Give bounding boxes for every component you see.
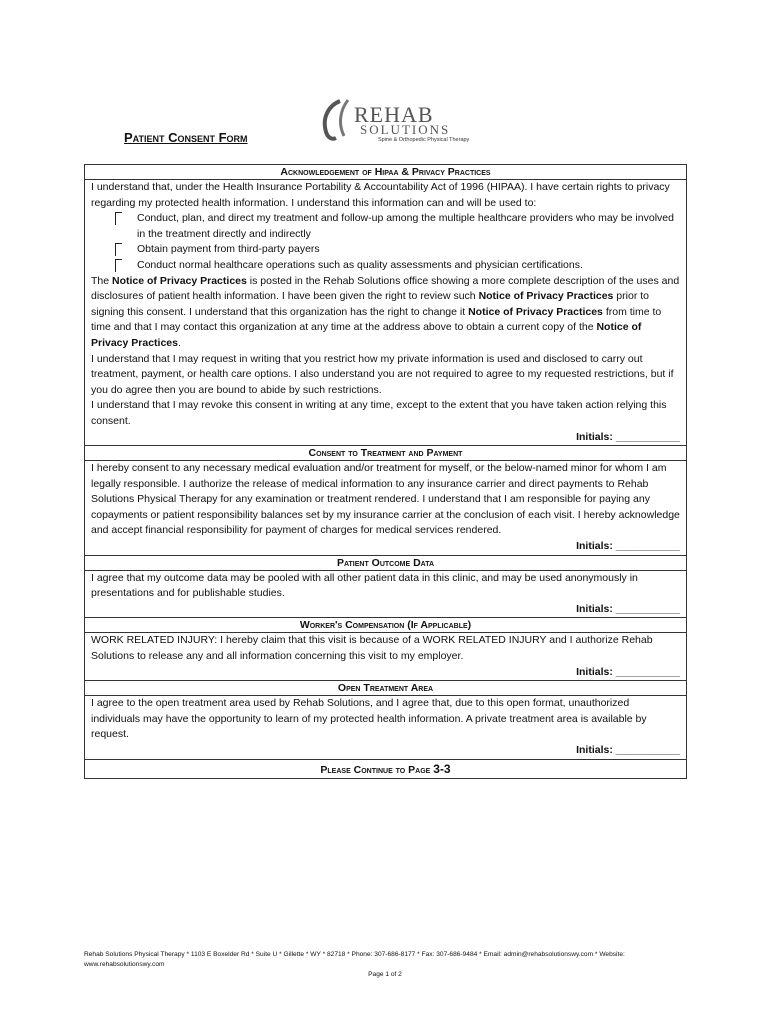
outcome-body: I agree that my outcome data may be pooled with all other patient data in this clinic, and may be used anonymously in presentations and for publishable studies.	[91, 571, 638, 600]
outcome-section	[85, 570, 686, 618]
logo-text: REHAB	[354, 102, 434, 127]
initials-field[interactable]: Initials: ___________	[576, 430, 680, 443]
initials-field[interactable]: Initials: ___________	[576, 665, 680, 678]
hipaa-intro: I understand that, under the Health Insurance Portability & Accountability Act of 1996 (HIPAA). I have certain rights to privacy regarding my protected health information. I understand this information can and will be used to:	[91, 181, 670, 209]
hipaa-section	[85, 179, 686, 445]
page-number: Page 1 of 2	[368, 971, 402, 978]
outcome-header: Patient Outcome Data	[85, 555, 686, 570]
initials-field[interactable]: Initials: ___________	[576, 540, 680, 553]
page-title: Patient Consent Form	[124, 130, 248, 145]
revoke-paragraph: I understand that I may revoke this consent in writing at any time, except to the extent that you have taken action relying this consent.	[91, 399, 667, 427]
checkbox-icon[interactable]	[115, 259, 122, 272]
hipaa-checklist	[91, 211, 680, 273]
continue-page: 3-3	[433, 761, 451, 776]
privacy-notice-paragraph: The Notice of Privacy Practices is posted in the Rehab Solutions office showing a more complete description of the uses and disclosures of patient health information. I have been given the right to review such Notice of Privacy Practices prior to signing this consent. I understand that this organization has the right to change it Notice of Privacy Practices from time to time and that I may contact this organization at any time at the address above to obtain a current copy of the Notice of Privacy Practices.	[91, 274, 680, 349]
workers-body: WORK RELATED INJURY: I hereby claim that this visit is because of a WORK RELATED INJURY and I authorize Rehab Solutions to release any and all information concerning this visit to my employer.	[91, 634, 653, 663]
logo-tagline: Spine & Orthopedic Physical Therapy	[378, 137, 470, 143]
open-area-body: I agree to the open treatment area used by Rehab Solutions, and I agree that, due to this open format, unauthorized individuals may have the opportunity to learn of my protected health information. A private treatment area is available by request.	[91, 697, 647, 741]
checkbox-icon[interactable]	[115, 243, 122, 256]
checklist-item: Conduct, plan, and direct my treatment and follow-up among the multiple healthcare providers who may be involved in the treatment directly and indirectly	[115, 211, 680, 242]
open-area-header: Open Treatment Area	[85, 680, 686, 695]
continue-note: Please Continue to Page 3-3	[85, 759, 686, 778]
checklist-item: Conduct normal healthcare operations such as quality assessments and physician certifications.	[115, 258, 680, 274]
hipaa-header: Acknowledgement of Hipaa & Privacy Practices	[280, 166, 491, 178]
treatment-section	[85, 460, 686, 555]
workers-header: Worker's Compensation (If Applicable)	[85, 617, 686, 632]
treatment-header: Consent to Treatment and Payment	[85, 445, 686, 460]
open-area-section	[85, 695, 686, 758]
company-logo	[318, 98, 468, 148]
logo-subtext: SOLUTIONS	[360, 122, 451, 137]
restriction-paragraph: I understand that I may request in writing that you restrict how my private information is used and disclosed to carry out treatment, payment, or health care options. I also understand you are not required to agree to my requested restrictions, but if you do agree then you are bound to abide by such restrictions.	[91, 352, 674, 396]
checkbox-icon[interactable]	[115, 212, 122, 225]
treatment-body: I hereby consent to any necessary medical evaluation and/or treatment for myself, or the below-named minor for whom I am legally responsible. I authorize the release of medical information to any insurance carrier and direct payments to Rehab Solutions Physical Therapy for any examination or treatment rendered. I understand that I am responsible for paying any copayments or patient responsibility balances set by my insurance carrier at the conclusion of each visit. I hereby acknowledge and accept financial responsibility for payment of charges for medical services rendered.	[91, 462, 680, 537]
workers-section	[85, 632, 686, 680]
consent-form	[84, 164, 687, 779]
initials-field[interactable]: Initials: ___________	[576, 744, 680, 756]
checklist-item: Obtain payment from third-party payers	[115, 242, 680, 258]
footer-contact: Rehab Solutions Physical Therapy * 1103 E Boxelder Rd * Suite U * Gillette * WY * 82718 * Phone: 307-686-8177 * Fax: 307-686-9484 * Email: admin@rehabsolutionswy.com * Website: www.rehabsolutionswy.com	[84, 951, 625, 968]
initials-field[interactable]: Initials: ___________	[576, 602, 680, 615]
